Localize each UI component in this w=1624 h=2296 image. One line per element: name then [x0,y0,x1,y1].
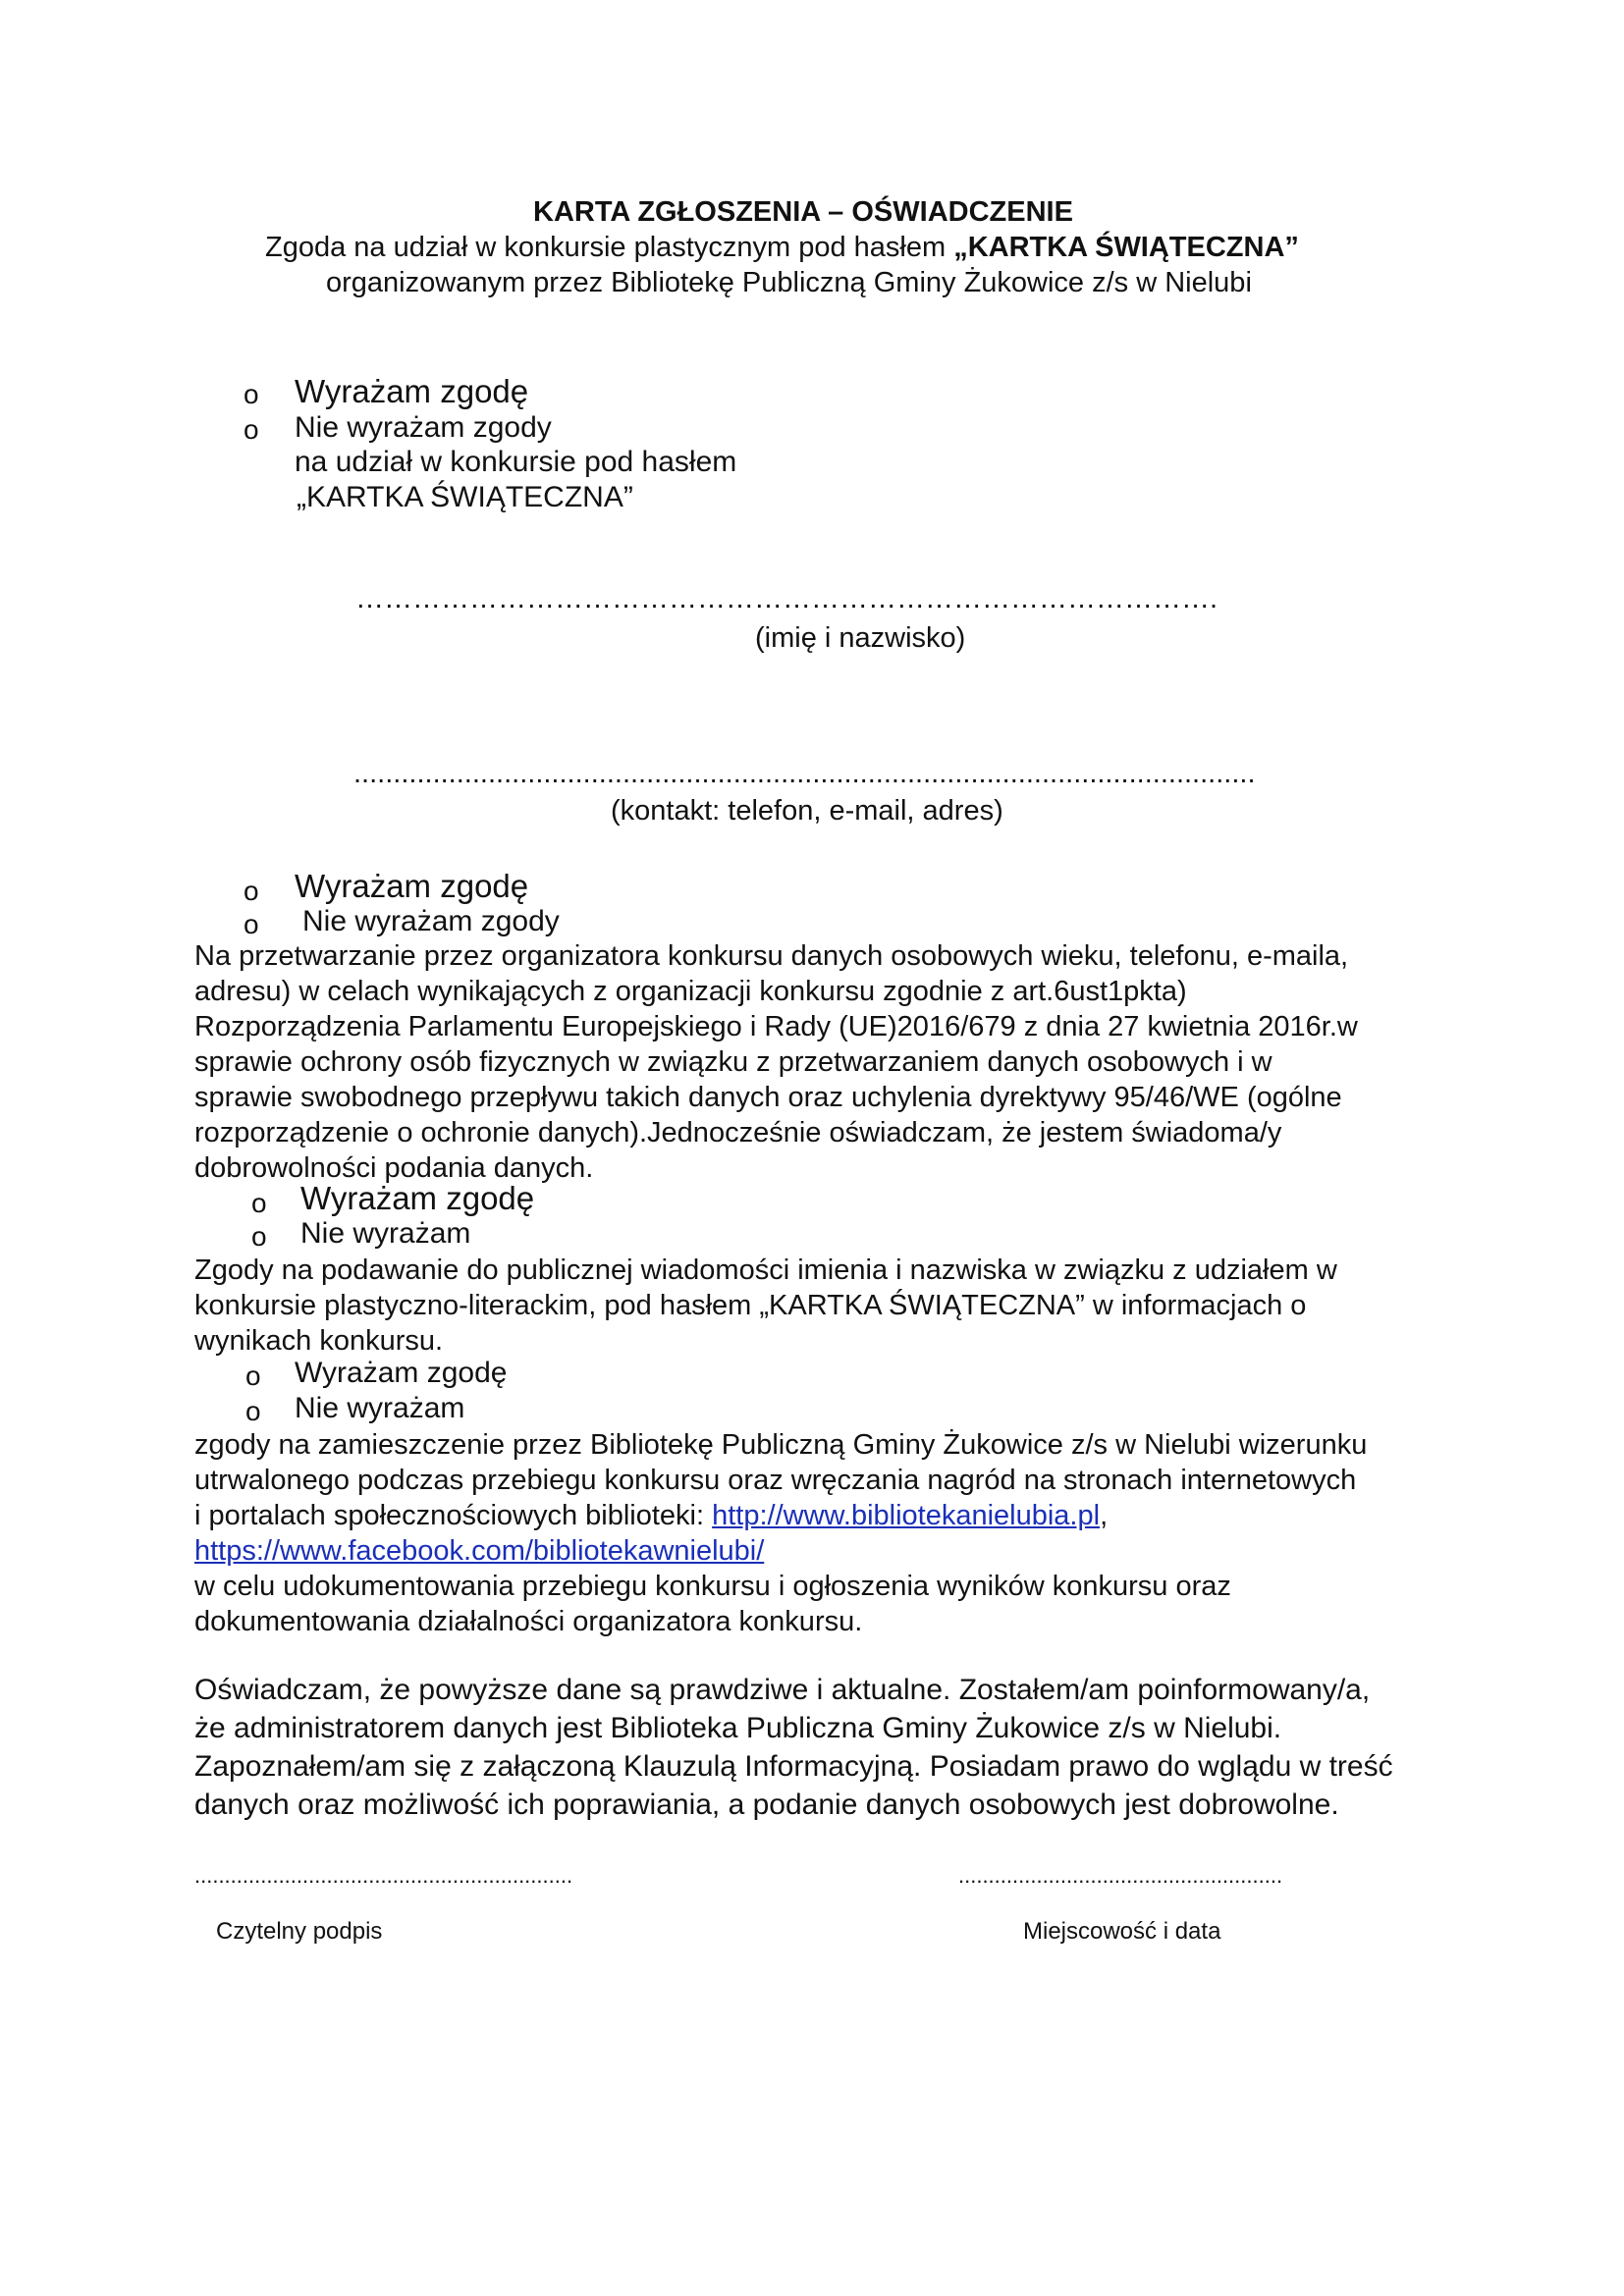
image-consent-paragraph [194,1427,1367,1639]
paragraph-line: danych oraz możliwość ich poprawiania, a podanie danych osobowych jest dobrowolne. [194,1789,1339,1821]
paragraph-line: konkursie plastyczno-literackim, pod hasłem „KARTKA ŚWIĄTECZNA” w informacjach o [194,1290,1307,1321]
option-no-consent[interactable]: Nie wyrażam [300,1217,471,1250]
paragraph-line: że administratorem danych jest Biblioteka Publiczna Gminy Żukowice z/s w Nielubi. [194,1712,1282,1744]
contact-field-dots[interactable]: .................................................................................................................. [353,758,1256,789]
paragraph-line: Zgody na podawanie do publicznej wiadomości imienia i nazwiska w związku z udziałem w [194,1255,1337,1286]
paragraph-line: zgody na zamieszczenie przez Bibliotekę Publiczną Gminy Żukowice z/s w Nielubi wizerunku [194,1429,1368,1461]
consent-text-line: na udział w konkursie pod hasłem [295,446,737,478]
subtitle-line-1 [265,232,1299,264]
contact-field-label: (kontakt: telefon, e-mail, adres) [611,795,1003,827]
option-no-consent[interactable]: Nie wyrażam zgody [302,905,560,937]
checkbox-marker[interactable]: o [251,1221,267,1252]
paragraph-line: utrwalonego podczas przebiegu konkursu oraz wręczania nagród na stronach internetowych [194,1465,1357,1496]
paragraph-text: i portalach społecznościowych biblioteki: [194,1500,713,1531]
place-date-dots[interactable]: ...................................................... [958,1863,1283,1888]
facebook-link[interactable]: https://www.facebook.com/bibliotekawnielubi/ [194,1535,765,1567]
name-field-dots[interactable]: ………………………………………………………………………………. [355,583,1218,614]
signature-label: Czytelny podpis [216,1918,383,1945]
paragraph-line: Na przetwarzanie przez organizatora konkursu danych osobowych wieku, telefonu, e-maila, [194,940,1349,972]
option-consent[interactable]: Wyrażam zgodę [295,1357,508,1389]
signature-dots[interactable]: ............................................................... [194,1863,573,1888]
subtitle-line-2: organizowanym przez Bibliotekę Publiczną Gminy Żukowice z/s w Nielubi [326,267,1252,298]
paragraph-line: adresu) w celach wynikających z organizacji konkursu zgodnie z art.6ust1pkta) [194,976,1187,1007]
declaration-paragraph [194,1671,1393,1824]
publication-consent-paragraph [194,1253,1337,1359]
document-title: KARTA ZGŁOSZENIA – OŚWIADCZENIE [533,196,1073,228]
paragraph-line: w celu udokumentowania przebiegu konkursu i ogłoszenia wyników konkursu oraz [194,1571,1231,1602]
paragraph-line: sprawie swobodnego przepływu takich danych oraz uchylenia dyrektywy 95/46/WE (ogólne [194,1082,1342,1113]
checkbox-marker[interactable]: o [245,1361,261,1391]
data-processing-paragraph [194,938,1358,1186]
checkbox-marker[interactable]: o [244,909,259,939]
option-consent[interactable]: Wyrażam zgodę [295,373,529,409]
name-field-label: (imię i nazwisko) [755,622,966,654]
library-website-link[interactable]: http://www.bibliotekanielubia.pl [712,1500,1101,1531]
subtitle-bold: „KARTKA ŚWIĄTECZNA” [953,232,1299,263]
comma-text: , [1100,1500,1109,1531]
place-date-label: Miejscowość i data [1023,1918,1221,1945]
paragraph-line: rozporządzenie o ochronie danych).Jednocześnie oświadczam, że jestem świadoma/y [194,1117,1282,1148]
paragraph-line: dokumentowania działalności organizatora konkursu. [194,1606,863,1637]
paragraph-line: Zapoznałem/am się z załączoną Klauzulą Informacyjną. Posiadam prawo do wglądu w treść [194,1750,1393,1783]
checkbox-marker[interactable]: o [244,876,259,906]
paragraph-line: sprawie ochrony osób fizycznych w związku z przetwarzaniem danych osobowych i w [194,1046,1272,1078]
checkbox-marker[interactable]: o [244,414,259,445]
checkbox-marker[interactable]: o [245,1396,261,1426]
paragraph-line [194,1498,1367,1533]
paragraph-line: dobrowolności podania danych. [194,1152,594,1184]
paragraph-line: wynikach konkursu. [194,1325,444,1357]
consent-text-line: „KARTKA ŚWIĄTECZNA” [297,481,633,513]
paragraph-line: Rozporządzenia Parlamentu Europejskiego i Rady (UE)2016/679 z dnia 27 kwietnia 2016r.w [194,1011,1358,1042]
subtitle-text: Zgoda na udział w konkursie plastycznym pod hasłem [265,232,954,263]
option-consent[interactable]: Wyrażam zgodę [300,1180,535,1216]
checkbox-marker[interactable]: o [251,1188,267,1218]
checkbox-marker[interactable]: o [244,379,259,409]
paragraph-line [194,1533,1367,1569]
option-no-consent[interactable]: Nie wyrażam [295,1392,465,1424]
option-consent[interactable]: Wyrażam zgodę [295,868,529,904]
option-no-consent[interactable]: Nie wyrażam zgody [295,411,552,444]
paragraph-line: Oświadczam, że powyższe dane są prawdziwe i aktualne. Zostałem/am poinformowany/a, [194,1674,1371,1706]
